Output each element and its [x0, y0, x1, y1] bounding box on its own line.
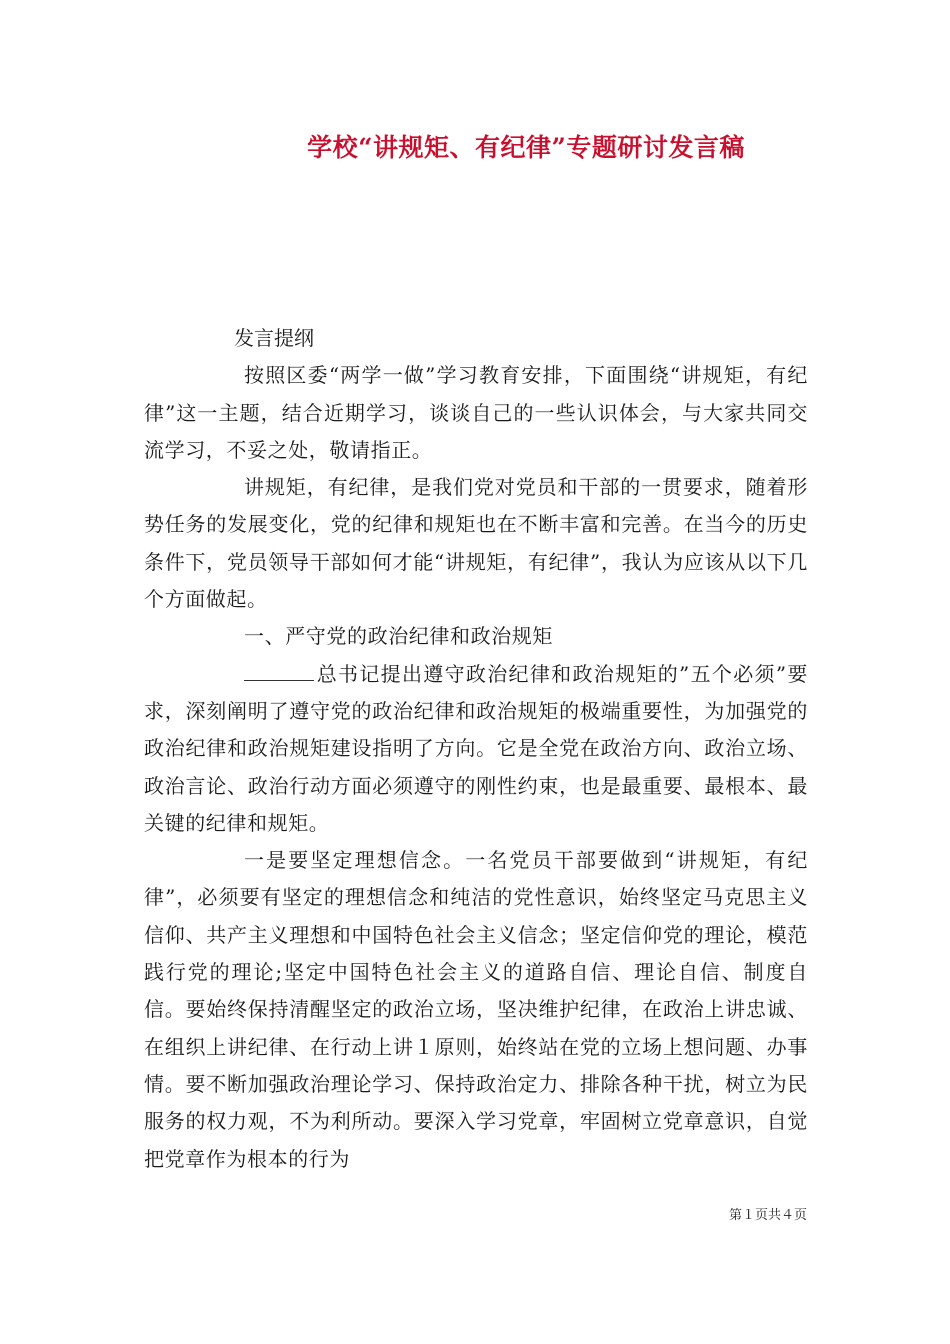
intro-paragraph: 按照区委“两学一做”学习教育安排，下面围绕“讲规矩，有纪律”这一主题，结合近期学习，谈谈自己的一些认识体会，与大家共同交流学习，不妥之处，敬请指正。: [144, 363, 808, 462]
section-heading: 一、严守党的政治纪律和政治规矩: [244, 624, 553, 649]
point-paragraph: 一是要坚定理想信念。一名党员干部要做到“讲规矩，有纪律”，必须要有坚定的理想信念和纯洁的党性意识，始终坚定马克思主义信仰、共产主义理想和中国特色社会主义信念；坚定信仰党的理论，模范践行党的理论;坚定中国特色社会主义的道路自信、理论自信、制度自信。要始终保持清醒坚定的政治立场，坚决维护纪律，在政治上讲忠诚、在组织上讲纪律、在行动上讲１原则，始终站在党的立场上想问题、办事情。要不断加强政治理论学习、保持政治定力、排除各种干扰，树立为民服务的权力观，不为利所动。要深入学习党章，牢固树立党章意识，自觉把党章作为根本的行为: [144, 848, 808, 1171]
document-body: [144, 320, 808, 1178]
page-number: 第１页共４页: [728, 1208, 807, 1223]
blank-underline: [244, 662, 314, 681]
section-paragraph-text: 总书记提出遵守政治纪律和政治规矩的”五个必须”要求，深刻阐明了遵守党的政治纪律和政治规矩的极端重要性，为加强党的政治纪律和政治规矩建设指明了方向。它是全党在政治方向、政治立场、政治言论、政治行动方面必须遵守的刚性约束，也是最重要、最根本、最关键的纪律和规矩。: [144, 661, 808, 835]
document-title: 学校“讲规矩、有纪律”专题研讨发言稿: [307, 133, 745, 162]
section-paragraph: [144, 656, 808, 842]
outline-label: 发言提纲: [234, 326, 314, 350]
context-paragraph: 讲规矩，有纪律，是我们党对党员和干部的一贯要求，随着形势任务的发展变化，党的纪律和规矩也在不断丰富和完善。在当今的历史条件下，党员领导干部如何才能“讲规矩，有纪律”，我认为应该从以下几个方面做起。: [144, 475, 808, 612]
